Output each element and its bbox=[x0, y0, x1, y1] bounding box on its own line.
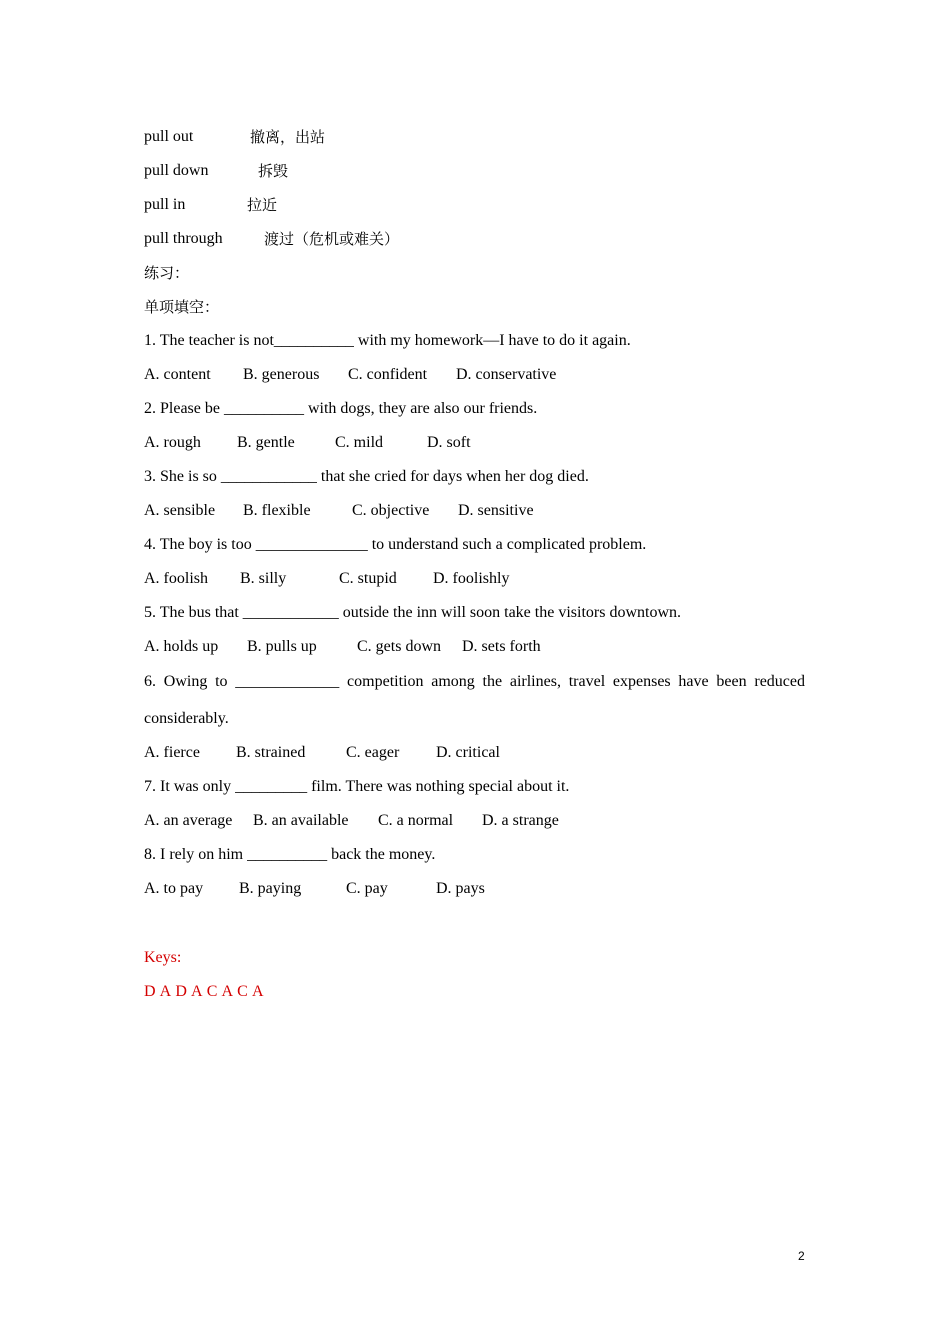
question-2-text: 2. Please be __________ with dogs, they are also our friends. bbox=[144, 400, 538, 417]
phrase-term: pull in bbox=[144, 196, 186, 213]
keys-label: Keys: bbox=[144, 949, 182, 966]
question-4-text: 4. The boy is too ______________ to understand such a complicated problem. bbox=[144, 536, 647, 553]
phrase-term: pull down bbox=[144, 162, 209, 179]
question-6-text-line-1: 6. Owing to _____________ competition among the airlines, travel expenses have been reduced bbox=[144, 673, 805, 690]
question-8-option-c: C. pay bbox=[346, 880, 388, 897]
question-5-option-a: A. holds up bbox=[144, 638, 219, 655]
phrase-meaning: 拉近 bbox=[247, 196, 278, 214]
question-3-option-b: B. flexible bbox=[243, 502, 311, 519]
question-4-option-d: D. foolishly bbox=[433, 570, 510, 587]
question-2-option-c: C. mild bbox=[335, 434, 384, 451]
question-1-option-b: B. generous bbox=[243, 366, 320, 383]
question-1-option-a: A. content bbox=[144, 366, 211, 383]
question-2-option-b: B. gentle bbox=[237, 434, 295, 451]
question-7-option-b: B. an available bbox=[253, 812, 349, 829]
page-number: 2 bbox=[798, 1249, 805, 1263]
question-6-text-line-2: considerably. bbox=[144, 710, 229, 727]
exercise-heading: 练习： bbox=[144, 264, 190, 282]
question-3-option-c: C. objective bbox=[352, 502, 430, 519]
question-7-option-c: C. a normal bbox=[378, 812, 454, 829]
question-5-option-d: D. sets forth bbox=[462, 638, 541, 655]
question-8-option-a: A. to pay bbox=[144, 880, 204, 897]
question-4-option-b: B. silly bbox=[240, 570, 287, 587]
question-5-option-b: B. pulls up bbox=[247, 638, 317, 655]
question-7-option-d: D. a strange bbox=[482, 812, 559, 829]
question-4-option-a: A. foolish bbox=[144, 570, 208, 587]
phrase-meaning: 拆毁 bbox=[258, 162, 289, 180]
question-8-option-b: B. paying bbox=[239, 880, 302, 897]
question-6-option-a: A. fierce bbox=[144, 744, 200, 761]
question-8-text: 8. I rely on him __________ back the money. bbox=[144, 846, 436, 863]
question-3-option-d: D. sensitive bbox=[458, 502, 534, 519]
phrase-term: pull through bbox=[144, 230, 223, 247]
section-heading: 单项填空： bbox=[144, 298, 220, 316]
question-6-option-b: B. strained bbox=[236, 744, 306, 761]
question-5-text: 5. The bus that ____________ outside the inn will soon take the visitors downtown. bbox=[144, 604, 681, 621]
question-2-option-a: A. rough bbox=[144, 434, 201, 451]
phrase-term: pull out bbox=[144, 128, 194, 145]
question-3-option-a: A. sensible bbox=[144, 502, 216, 519]
question-1-text: 1. The teacher is not__________ with my homework—I have to do it again. bbox=[144, 332, 631, 349]
keys-answers: D A D A C A C A bbox=[144, 983, 264, 1000]
question-2-option-d: D. soft bbox=[427, 434, 471, 451]
question-4-option-c: C. stupid bbox=[339, 570, 397, 587]
question-1-option-c: C. confident bbox=[348, 366, 428, 383]
question-3-text: 3. She is so ____________ that she cried for days when her dog died. bbox=[144, 468, 589, 485]
question-7-option-a: A. an average bbox=[144, 812, 233, 829]
phrase-meaning: 渡过（危机或难关） bbox=[264, 230, 400, 248]
phrase-meaning: 撤离，出站 bbox=[250, 128, 326, 146]
question-6-option-d: D. critical bbox=[436, 744, 500, 761]
question-5-option-c: C. gets down bbox=[357, 638, 441, 655]
question-7-text: 7. It was only _________ film. There was nothing special about it. bbox=[144, 778, 570, 795]
question-1-option-d: D. conservative bbox=[456, 366, 557, 383]
question-6-option-c: C. eager bbox=[346, 744, 400, 761]
question-8-option-d: D. pays bbox=[436, 880, 485, 897]
